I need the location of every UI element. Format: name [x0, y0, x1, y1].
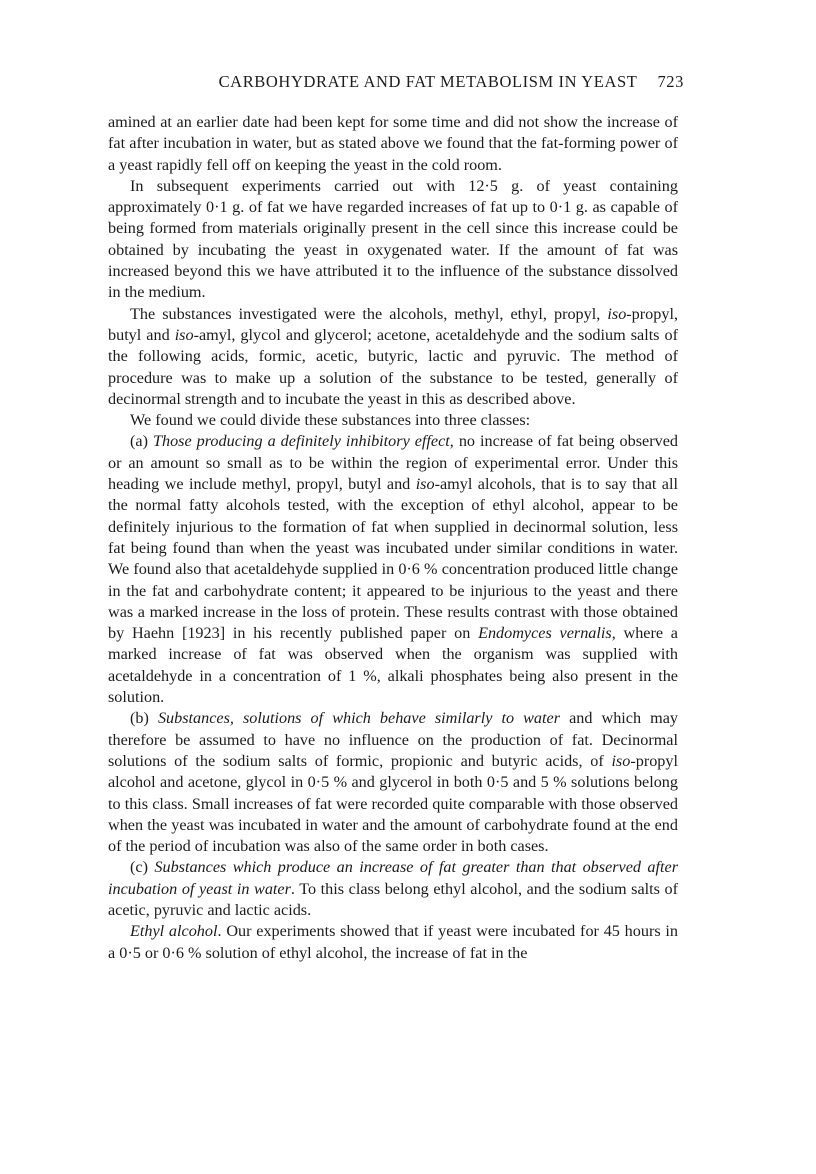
- italic-prefix: iso: [607, 304, 627, 323]
- paragraph-6-class-b: [108, 708, 678, 857]
- text-span: -propyl, butyl and: [108, 304, 678, 344]
- running-header: [108, 72, 684, 102]
- paragraph-7-class-c: [108, 857, 678, 921]
- text-span: -propyl alcohol and acetone, glycol in 0·5 % and glycerol in both 0·5 and 5 % solutions belong to this class. Small increases of fat were recorded quite comparable with those observed when the yeast was incubated in water and the amount of carbohydrate found at the end of the period of incubation was also of the same order in both cases.: [108, 751, 678, 856]
- italic-heading: Substances, solutions of which behave similarly to water: [157, 709, 560, 728]
- paragraph-3: [108, 304, 678, 410]
- italic-prefix: iso: [174, 325, 194, 344]
- text-span: . Our experiments showed that if yeast were incubated for 45 hours in a 0·5 or 0·6 % solution of ethyl alcohol, the increase of fat in the: [108, 922, 678, 962]
- text-span: . To this class belong ethyl alcohol, and the sodium salts of acetic, pyruvic and lactic acids.: [108, 879, 679, 919]
- text-span: -amyl alcohols, that is to say that all the normal fatty alcohols tested, with the exception of ethyl alcohol, appear to be definitely injurious to the formation of fat when supplied in decinormal solution, less fat being found than when the yeast was incubated under similar conditions in water. We found also that acetaldehyde supplied in 0·6 % concentration produced little change in the fat and carbohydrate content; it appeared to be injurious to the yeast and there was a marked increase in the loss of protein. These results contrast with those obtained by Haehn [1923] in his recently published paper on: [108, 475, 678, 643]
- text-span: , where a marked increase of fat was observed when the organism was supplied with acetaldehyde in a concentration of 1 %, alkali phosphates being also present in the solution.: [108, 624, 678, 707]
- paper-page: [108, 72, 684, 964]
- paragraph-8-ethyl-alcohol: [108, 921, 678, 964]
- text-span: The substances investigated were the alcohols, methyl, ethyl, propyl,: [130, 304, 608, 323]
- paragraph-5-class-a: [108, 431, 678, 708]
- italic-species-name: Endomyces vernalis: [478, 624, 612, 643]
- italic-heading: Substances which produce an increase of fat greater than that observed after incubation of yeast in water: [108, 858, 678, 898]
- list-marker: (c): [130, 858, 155, 877]
- paragraph-1: amined at an earlier date had been kept for some time and did not show the increase of fat after incubation in water, but as stated above we found that the fat-forming power of a yeast rapidly fell off on keeping the yeast in the cold room.: [108, 113, 678, 174]
- list-marker: (a): [130, 432, 153, 451]
- page-number: 723: [657, 72, 684, 91]
- italic-prefix: iso: [415, 475, 435, 494]
- text-span: , no increase of fat being observed or an amount so small as to be within the region of experimental error. Under this heading we include methyl, propyl, butyl and: [108, 432, 678, 494]
- italic-prefix: iso: [611, 751, 631, 770]
- running-title: CARBOHYDRATE AND FAT METABOLISM IN YEAST: [218, 72, 638, 91]
- paragraph-2: In subsequent experiments carried out with 12·5 g. of yeast containing approximately 0·1 g. of fat we have regarded increases of fat up to 0·1 g. as capable of being formed from materials originally present in the cell since this increase could be obtained by incubating the yeast in oxygenated water. If the amount of fat was increased beyond this we have attributed it to the influence of the substance dissolved in the medium.: [108, 176, 678, 302]
- list-marker: (b): [130, 709, 158, 728]
- italic-run-in-heading: Ethyl alcohol: [130, 922, 218, 941]
- italic-heading: Those producing a definitely inhibitory effect: [152, 432, 450, 451]
- text-span: and which may therefore be assumed to have no influence on the production of fat. Decinormal solutions of the sodium salts of formic, propionic and butyric acids, of: [108, 709, 679, 770]
- text-span: -amyl, glycol and glycerol; acetone, acetaldehyde and the sodium salts of the following acids, formic, acetic, butyric, lactic and pyruvic. The method of procedure was to make up a solution of the substance to be tested, generally of decinormal strength and to incubate the yeast in this as described above.: [108, 325, 678, 408]
- paragraph-4: We found we could divide these substances into three classes:: [130, 411, 531, 430]
